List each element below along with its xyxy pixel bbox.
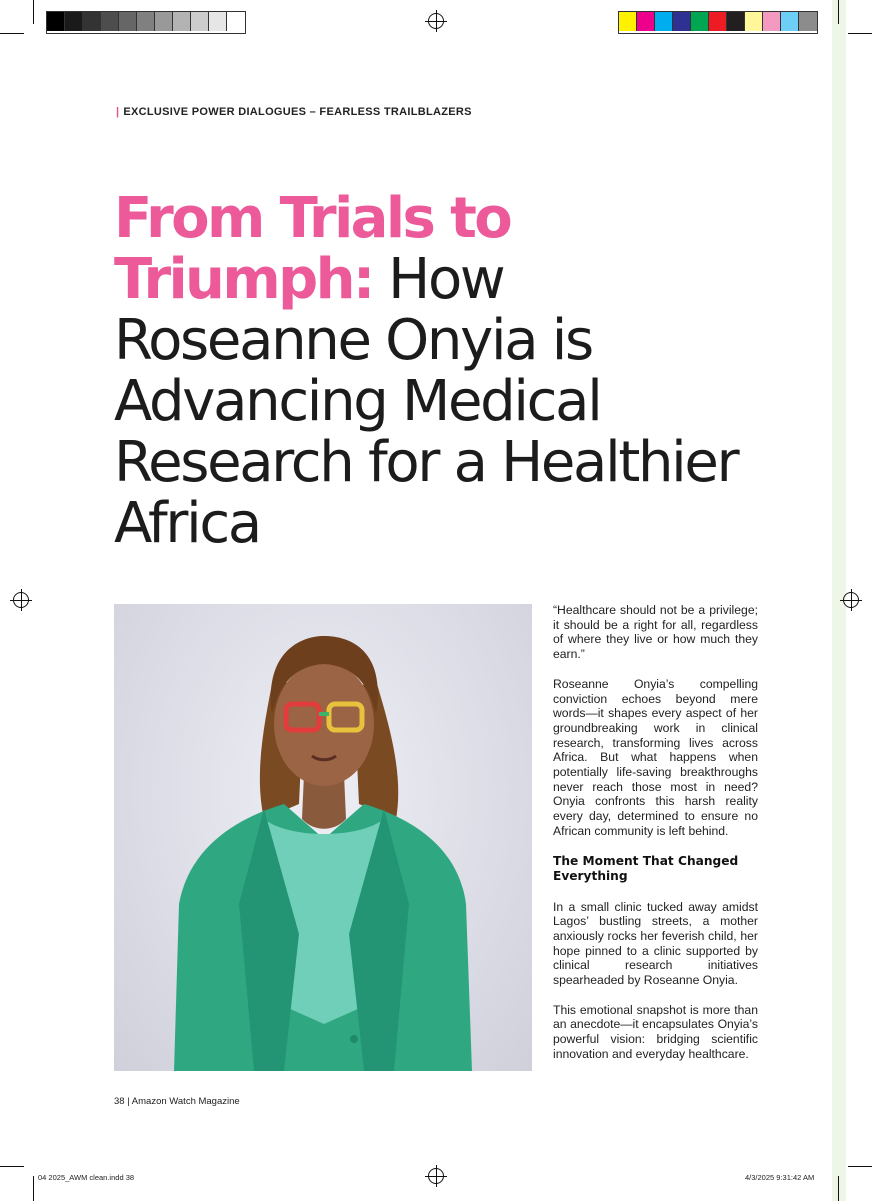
article-subheading: The Moment That Changed Everything (553, 853, 739, 884)
headline-highlight: From Trials to Triumph: (114, 186, 511, 312)
process-color-bar (618, 11, 818, 34)
crop-mark (848, 33, 872, 34)
article-paragraph: This emotional snapshot is more than an anecdote—it encapsulates Onyia’s powerful vision: bridging scientific innovation and everyday healthcare. (553, 1002, 758, 1061)
color-swatch (137, 12, 155, 31)
color-swatch (227, 12, 245, 31)
color-swatch (745, 12, 763, 31)
pull-quote: “Healthcare should not be a privilege; it should be a right for all, regardless of where they live or how much they earn.” (553, 603, 758, 662)
color-swatch (691, 12, 709, 31)
registration-mark-icon (428, 1168, 444, 1184)
crop-mark (0, 1166, 24, 1167)
registration-mark-icon (843, 592, 859, 608)
section-label (116, 106, 472, 118)
color-swatch (83, 12, 101, 31)
crop-mark (848, 1166, 872, 1167)
color-swatch (799, 12, 817, 31)
article-paragraph: In a small clinic tucked away amidst Lagos’ bustling streets, a mother anxiously rocks her feverish child, her hope pinned to a clinic supported by clinical research initiatives spearheaded by Roseanne Onyia. (553, 899, 758, 988)
portrait-photo (114, 604, 532, 1071)
print-slug-filename: 04 2025_AWM clean.indd 38 (38, 1173, 135, 1182)
article-body (553, 603, 758, 1077)
color-swatch (47, 12, 65, 31)
color-swatch (101, 12, 119, 31)
color-swatch (619, 12, 637, 31)
crop-mark (838, 0, 839, 24)
article-paragraph: Roseanne Onyia’s compelling conviction echoes beyond mere words—it shapes every aspect of her groundbreaking work in clinical research, transforming lives across Africa. But what happens when potentially life-saving breakthroughs never reach those most in need? Onyia confronts this harsh reality every day, determined to ensure no African community is left behind. (553, 676, 758, 838)
crop-mark (0, 33, 24, 34)
section-label-bar: | (116, 106, 120, 118)
color-swatch (637, 12, 655, 31)
color-swatch (763, 12, 781, 31)
page-folio: 38 | Amazon Watch Magazine (114, 1096, 240, 1107)
color-swatch (209, 12, 227, 31)
color-swatch (191, 12, 209, 31)
color-swatch (65, 12, 83, 31)
registration-mark-icon (428, 13, 444, 29)
color-swatch (709, 12, 727, 31)
crop-mark (838, 1176, 839, 1201)
section-label-text: EXCLUSIVE POWER DIALOGUES – FEARLESS TRAILBLAZERS (123, 106, 472, 118)
color-swatch (119, 12, 137, 31)
crop-mark (33, 1176, 34, 1201)
color-swatch (173, 12, 191, 31)
headline-rest: How Roseanne Onyia is Advancing Medical Research for a Healthier Africa (114, 247, 738, 556)
color-swatch (673, 12, 691, 31)
print-slug-timestamp: 4/3/2025 9:31:42 AM (745, 1173, 815, 1182)
face (274, 662, 374, 786)
headline (114, 188, 754, 554)
color-swatch (781, 12, 799, 31)
color-swatch (655, 12, 673, 31)
color-swatch (155, 12, 173, 31)
grayscale-color-bar (46, 11, 246, 34)
jacket-button (350, 1035, 358, 1043)
color-swatch (727, 12, 745, 31)
crop-mark (33, 0, 34, 24)
registration-mark-icon (13, 592, 29, 608)
portrait-illustration (114, 604, 532, 1071)
